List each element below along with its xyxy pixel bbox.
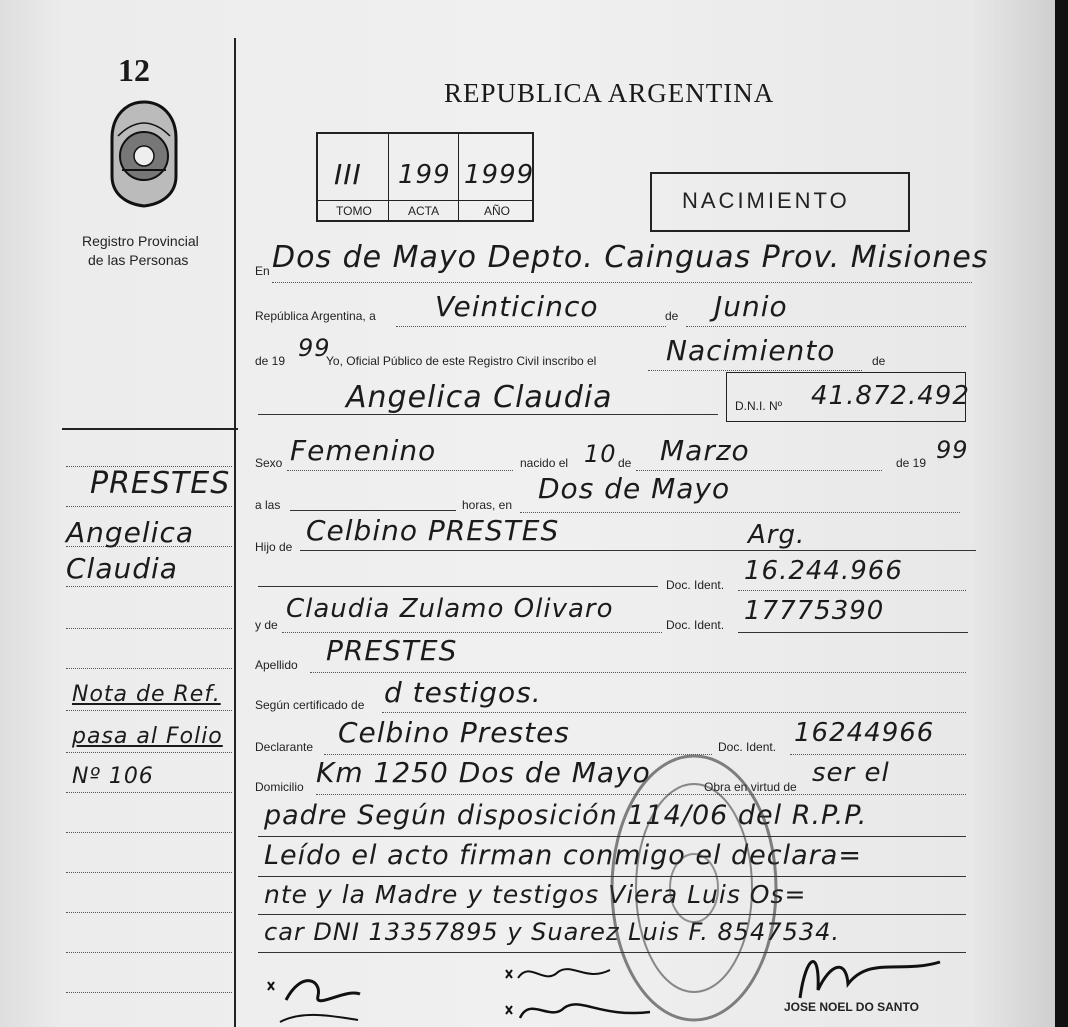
country-title: REPUBLICA ARGENTINA [444,78,775,108]
birth-place: Dos de Mayo [538,472,731,505]
folio-number: 12 [118,52,150,88]
father-nationality: Arg. [748,520,806,550]
official-name: JOSE NOEL DO SANTO [784,1000,919,1014]
registry-name-line2: de las Personas [88,252,189,268]
domicilio-value: Km 1250 Dos de Mayo [316,756,651,789]
oficial-text: Yo, Oficial Público de este Registro Civil inscribo el [326,354,597,368]
child-name: Angelica Claudia [346,380,613,415]
horas-label: horas, en [462,498,513,512]
observation-line-1: padre Según disposición 114/06 del R.P.P. [264,800,868,831]
yde-label: y de [255,618,278,632]
mother-name: Claudia Zulamo Olivaro [286,594,614,624]
declarante-label: Declarante [255,740,314,754]
hijo-label: Hijo de [255,540,293,554]
obra-value: ser el [812,758,890,788]
official-signature-icon [790,944,950,1004]
declarante-value: Celbino Prestes [338,716,570,749]
sexo-value: Femenino [290,434,437,467]
father-name: Celbino PRESTES [306,514,560,547]
certificado-value: d testigos. [384,676,542,709]
anio-prefix: de 19 [255,354,286,368]
obra-label: Obra en virtud de [704,780,797,794]
tomo-label: TOMO [336,204,372,218]
margin-note-number: Nº 106 [72,764,154,789]
sexo-label: Sexo [255,456,283,470]
republica-label: República Argentina, a [255,309,376,323]
apellido-label: Apellido [255,658,298,672]
tomo-value: III [334,158,362,191]
margin-note-folio: pasa al Folio [72,724,223,749]
alas-label: a las [255,498,281,512]
province-seal-icon [104,98,184,210]
margin-first-name: Angelica [66,516,195,549]
father-doc: 16.244.966 [744,556,903,586]
nacido-label: nacido el [520,456,569,470]
acta-label: ACTA [408,204,440,218]
surname-value: PRESTES [326,634,458,667]
act-value: Nacimiento [666,334,836,367]
doc-label-3: Doc. Ident. [718,740,777,754]
certificado-label: Según certificado de [255,698,365,712]
dni-value: 41.872.492 [811,381,970,411]
registry-name-line1: Registro Provincial [82,233,199,249]
acta-value: 199 [398,160,451,190]
domicilio-label: Domicilio [255,780,304,794]
day-words: Veinticinco [435,290,599,323]
dni-label: D.N.I. Nº [735,399,783,413]
doc-label-1: Doc. Ident. [666,578,725,592]
observation-line-4: car DNI 13357895 y Suarez Luis F. 8547534. [264,918,841,946]
en-label: En [255,264,270,278]
header-separator [62,428,238,430]
observation-line-3: nte y la Madre y testigos Viera Luis Os= [264,880,807,909]
nac-anio-prefix: de 19 [896,456,927,470]
column-divider [234,38,236,1027]
birth-day: 10 [584,440,617,468]
anio-suffix: 99 [298,334,331,362]
dni-box [726,372,970,422]
doc-label-2: Doc. Ident. [666,618,725,632]
anio-label: AÑO [484,204,511,218]
declarante-doc: 16244966 [794,718,935,748]
anio-value: 1999 [464,160,535,190]
place-value: Dos de Mayo Depto. Cainguas Prov. Misiones [272,240,989,275]
margin-surname: PRESTES [90,466,231,501]
de-label-2: de [872,354,886,368]
record-type: NACIMIENTO [682,188,850,213]
observation-line-2: Leído el acto firman conmigo el declara= [264,840,862,871]
birth-year: 99 [936,436,969,464]
nac-de-label: de [618,456,632,470]
month-value: Junio [714,290,788,323]
de-label: de [665,309,679,323]
record-type-box [650,172,910,232]
record-box [316,132,534,222]
signature-icon [262,960,382,1024]
margin-note-ref: Nota de Ref. [72,682,221,707]
birth-month: Marzo [660,434,750,467]
signature-icon-2 [500,956,680,1026]
mother-doc: 17775390 [744,596,885,626]
margin-second-name: Claudia [66,552,178,585]
